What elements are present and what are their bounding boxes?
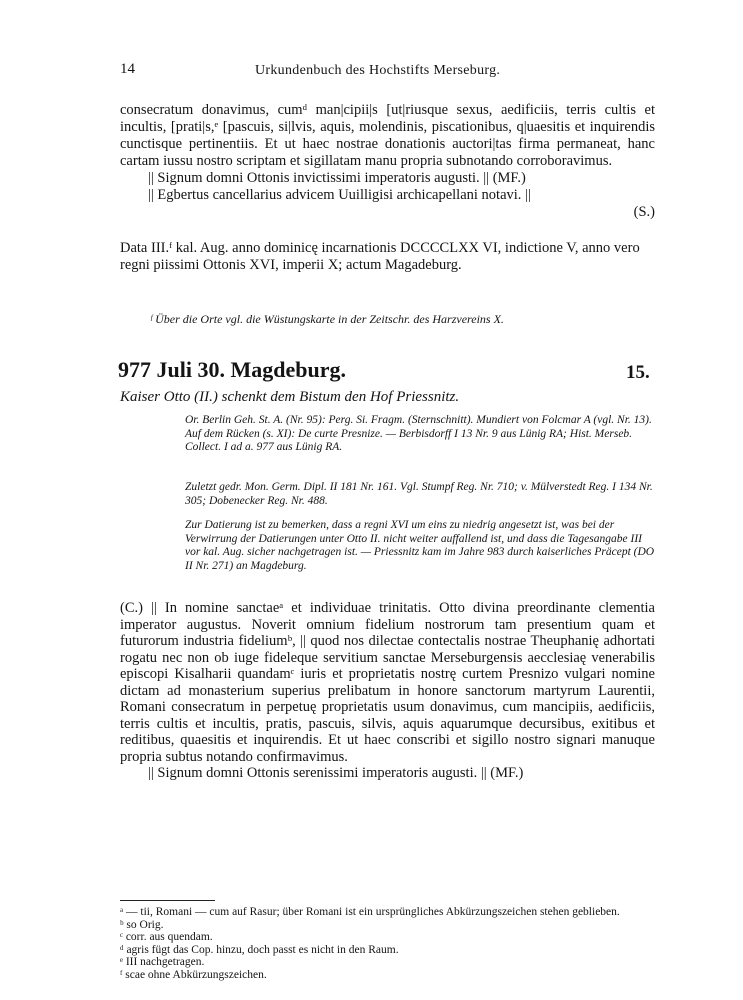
signum-line: || Signum domni Ottonis invictissimi imperatoris augusti. || (MF.) <box>148 170 526 186</box>
footnote-place-names: ᶠ Über die Orte vgl. die Wüstungskarte in der Zeitschr. des Harzvereins X. <box>150 312 504 326</box>
charter-text: (C.) || In nomine sanctaeᵃ et individuae trinitatis. Otto divina preordinante clementia imperator augustus. Noverit omnium fidelium nostrorum tam presentium quam et futurorum industria fideliumᵇ, || quod nos dilectae contectalis nostrae Theuphanię adhortati rogatu nec non ob iuge fideleque servitium sanctae Merseburgensis aecclesiaę venerabilis episcopi Kisalharii quandamᶜ iuris et proprietatis nostrę curtem Presnizo vulgari nomine dictam ad monasterium superius prelibatum in honore sanctorum martyrum Laurentii, Romani consecratum in perpetuę proprietatis usum donavimus, cum mancipiis, aedificiis, terris cultis et incultis, pratis, pascuis, silvis, aquis aquarumque decursibus, exitibus et reditibus, quaesitis et inquirendis. Et ut haec conscribi et sigillo nostro signari manuque propria subtus notando confirmavimus. <box>120 600 655 765</box>
charter-text: consecratum donavimus, cumᵈ man|cipii|s [ut|riusque sexus, aedificiis, terris cultis et incultis, [prati|s,ᵉ [pascuis, si|lvis, aquis, molendinis, piscationibus, q|uaesitis et inquirendis cunctisque pertinentiis. Et ut haec nostrae donationis auctori|tas firma permaneat, hanc cartam iussu nostro scriptam et sigillatam manu propria subnotando corroboravimus. <box>120 102 655 169</box>
entry-date-place: 977 Juli 30. Magdeburg. <box>118 357 346 382</box>
footnote-b: ᵇ so Orig. <box>120 918 164 931</box>
entry-number: 15. <box>626 362 650 383</box>
previous-charter-continuation <box>120 102 655 221</box>
running-title: Urkundenbuch des Hochstifts Merseburg. <box>255 63 501 78</box>
note-prints: Zuletzt gedr. Mon. Germ. Dipl. II 181 Nr. 161. Vgl. Stumpf Reg. Nr. 710; v. Mülverstedt Reg. I 134 Nr. 305; Dobenecker Reg. Nr. 488. <box>185 481 653 507</box>
recognition-line: || Egbertus cancellarius advicem Uuilligisi archicapellani notavi. || <box>148 187 531 203</box>
footnote-e: ᵉ III nachgetragen. <box>120 956 205 968</box>
signum-line: || Signum domni Ottonis serenissimi imperatoris augusti. || (MF.) <box>148 765 524 781</box>
page-number: 14 <box>120 61 135 77</box>
footnote-a: ᵃ — tii, Romani — cum auf Rasur; über Romani ist ein ursprüngliches Abkürzungszeichen stehen geblieben. <box>120 906 620 918</box>
footnote-d: ᵈ agris fügt das Cop. hinzu, doch passt es nicht in den Raum. <box>120 943 399 956</box>
footnote-c: ᶜ corr. aus quendam. <box>120 931 213 943</box>
footnote-divider <box>120 900 215 901</box>
footnotes <box>120 906 655 981</box>
seal-mark: (S.) <box>633 204 655 220</box>
charter-body <box>120 600 655 782</box>
regest: Kaiser Otto (II.) schenkt dem Bistum den Hof Priessnitz. <box>120 389 460 405</box>
note-tradition: Or. Berlin Geh. St. A. (Nr. 95): Perg. Si. Fragm. (Sternschnitt). Mundiert von Folcmar A (vgl. Nr. 13). Auf dem Rücken (s. XI): De curte Presnize. — Berbisdorff I 13 Nr. 9 aus Lünig RA; Hist. Merseb. Collect. I ad a. 977 aus Lünig RA. <box>185 414 652 453</box>
footnote-f: ᶠ scae ohne Abkürzungszeichen. <box>120 968 267 981</box>
datum-clause: Data III.ᶠ kal. Aug. anno dominicę incarnationis DCCCCLXX VI, indictione V, anno vero regni piissimi Ottonis XVI, imperii X; actum Magadeburg. <box>120 240 640 273</box>
note-dating: Zur Datierung ist zu bemerken, dass a regni XVI um eins zu niedrig angesetzt ist, was bei der Verwirrung der Datierungen unter Otto II. nicht weiter auffallend ist, und dass die Tagesangabe III vor kal. Aug. sicher nachgetragen ist. — Priessnitz kam im Jahre 983 durch kaiserliches Präcept (DO II Nr. 271) an Magdeburg. <box>185 519 655 572</box>
